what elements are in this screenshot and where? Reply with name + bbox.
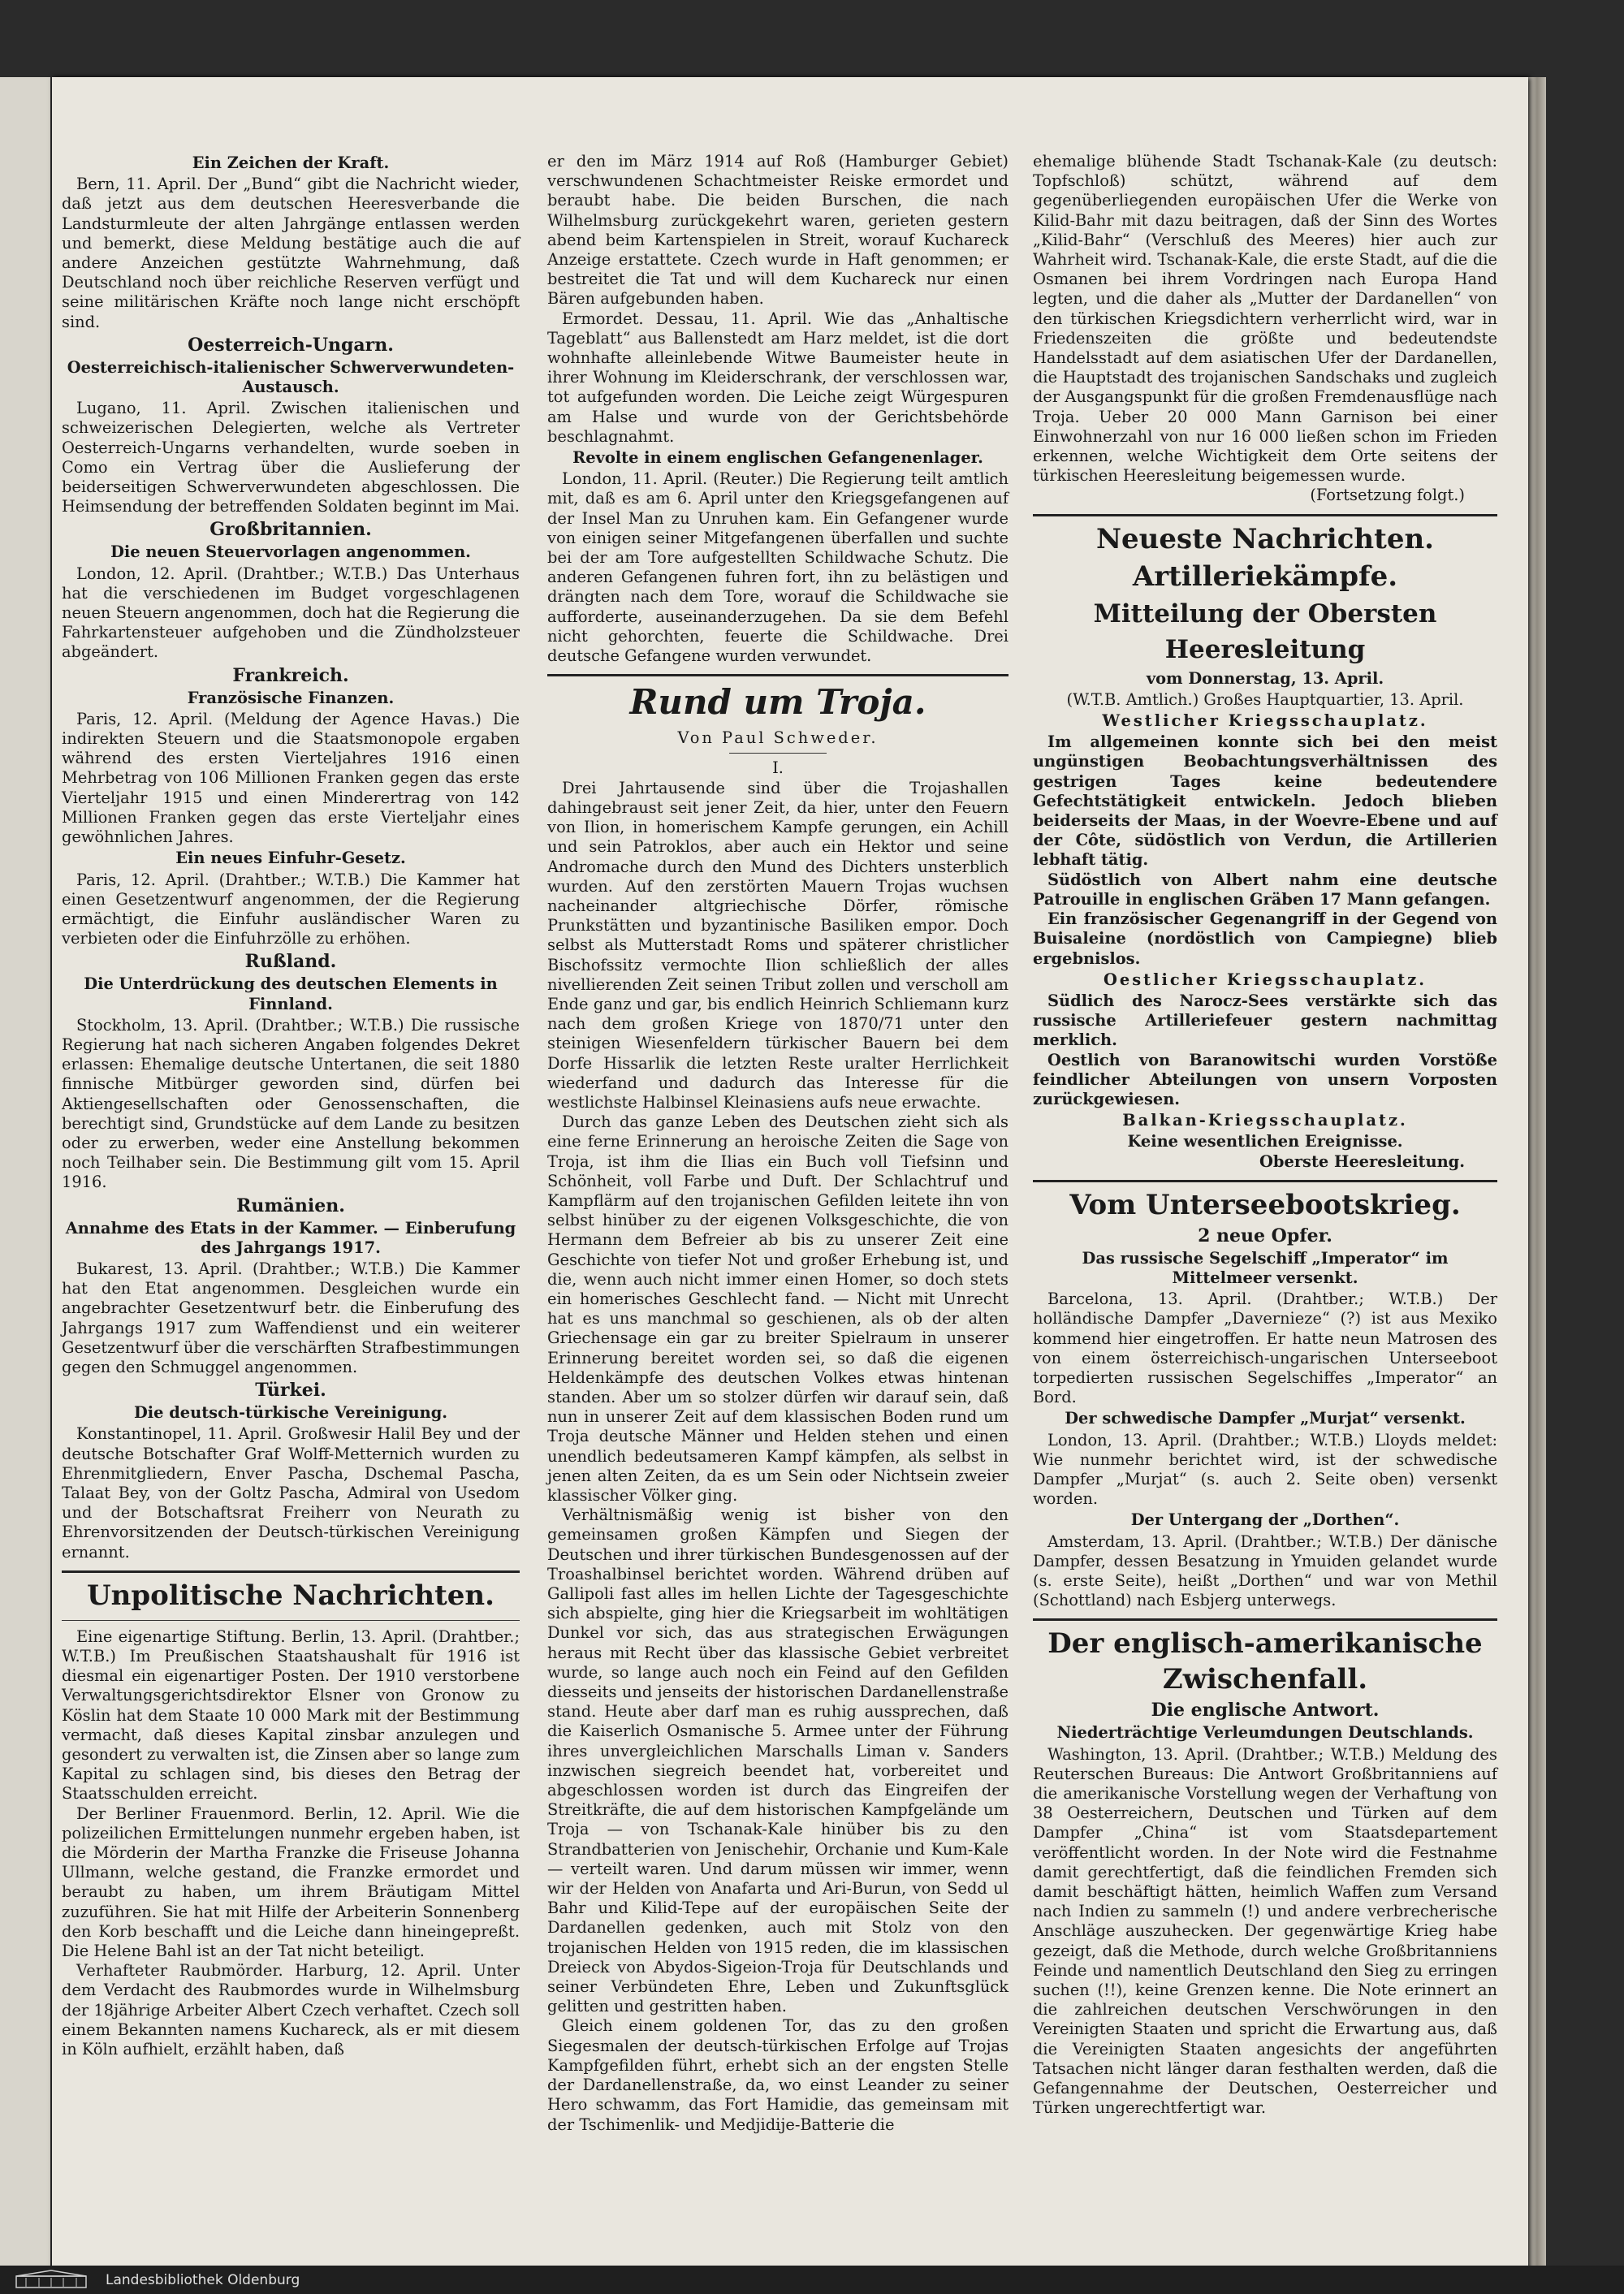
section-tuerkei: Türkei.	[255, 1380, 326, 1402]
column-3	[1033, 152, 1497, 2118]
report-balkan: Keine wesentlichen Ereignisse.	[1127, 1132, 1403, 1151]
divider	[1033, 1618, 1497, 1621]
feuilleton-paragraph-2: Durch das ganze Leben des Deutschen zieht sich als eine ferne Erinnerung an heroische Zeiten die Sage von Troja, ist ihm die Ilias ein Buch voll Tiefsinn und Schönheit, voll Farbe und Duft. Der Schlachtruf und Kampflärm auf den trojanischen Gefilden leitete ihn von selbst hinüber zu der eigenen Volksgeschichte, die von Hermann dem Befreier ab bis zu unserer Zeit eine Geschichte von tiefer Not und großer Erhebung ist, und die, wenn auch nicht immer einen Homer, so doch stets ein homerisches Geschlecht fand. — Nicht mit Unrecht hat es uns manchmal so geschienen, als ob der alten Griechensage ein gar zu breiter Spielraum in unserer Erinnerung bereitet worden sei, so daß die eigenen Heldenkämpfe des deutschen Volkes etwas hintenan standen. Aber um so stolzer dürfen wir darauf sein, daß nun in unserer Zeit auf dem klassischen Boden rund um Troja deutsche Männer und Helden stehen und einen unendlich bedeutsameren Kampf kämpfen, als selbst in jenen alten Zeiten, da es um Sein oder Nichtsein zweier klassischer Völker ging.	[547, 1112, 1009, 1505]
article-continuation: er den im März 1914 auf Roß (Hamburger Gebiet) verschwundenen Schachtmeister Reiske ermordet und beraubt habe. Die beiden Burschen, die nach Wilhelmsburg zurückgekehrt waren, gerieten gestern abend beim Kartenspielen in Streit, worauf Kuchareck Anzeige erstattete. Czech wurde in Haft genommen; er bestreitet die Tat und will dem Kuchareck nur einen Bären aufgebunden haben.	[547, 152, 1009, 309]
chapter-number: I.	[772, 758, 784, 778]
headline-einfuhr: Ein neues Einfuhr-Gesetz.	[175, 849, 406, 868]
headline-ost: Oestlicher Kriegsschauplatz.	[1104, 970, 1427, 989]
feuilleton-paragraph-1: Drei Jahrtausende sind über die Trojashallen dahingebraust seit jener Zeit, da hier, unter den Feuern von Ilion, in homerischem Kampfe gerungen, ein Achill und sein Patroklos, aber auch ein Hektor und seine Andromache durch den Mund des Dichters unsterblich wurden. Auf den zerstörten Mauern Trojas wuchsen nacheinander altgriechische Dörfer, römische Prunkstätten und byzantinische Basiliken empor. Doch selbst als Mutterstadt Roms und späterer christlicher Bischofssitz vermochte Ilion schließlich der alles nivellierenden Zeit seinen Tribut zollen und verscholl am Ende ganz und gar, bis endlich Heinrich Schliemann kurz nach dem großen Kriege von 1870/71 unter den steinigen Wiesenfeldern türkischer Bauern bei dem Dorfe Hissarlik die letzten Reste uralter Herrlichkeit wiederfand und dadurch das Interesse für die westlichste Halbinsel Kleinasiens aufs neue erwachte.	[547, 778, 1009, 1112]
report-west-1: Im allgemeinen konnte sich bei den meist ungünstigen Beobachtungsverhältnissen des gestrigen Tages keine bedeutendere Gefechtstätigkeit entwickeln. Jedoch blieben beiderseits der Maas, in der Woevre-Ebene und auf der Côte, südöstlich von Verdun, die Artillerien lebhaft tätig.	[1033, 732, 1497, 870]
divider	[62, 1620, 520, 1621]
divider	[729, 753, 827, 754]
article-amsterdam: Amsterdam, 13. April. (Drahtber.; W.T.B.) Der dänische Dampfer, dessen Besatzung in Ymuiden gelandet wurde (s. erste Seite), heißt „Dorthen“ und war von Methil (Schottland) nach Esbjerg unterwegs.	[1033, 1531, 1497, 1610]
section-oesterreich: Oesterreich-Ungarn.	[188, 334, 394, 356]
feuilleton-paragraph-4: Gleich einem goldenen Tor, das zu den großen Siegesmalen der deutsch-türkischen Erfolge auf Trojas Kampfgefilden führt, erhebt sich an der engsten Stelle der Dardanellenstraße, da, wo einst Leander zu seiner Hero schwamm, das Fort Hamidie, das gemeinsam mit der Tschimenlik- und Medjidije-Batterie die	[547, 2016, 1009, 2134]
article-konstantinopel: Konstantinopel, 11. April. Großwesir Halil Bey und der deutsche Botschafter Graf Wolff-Metternich wurden zu Ehrenmitgliedern, Enver Pascha, Dschemal Pascha, Talaat Bey, von der Goltz Pascha, Admiral von Usedom und der Botschaftsrat Freiherr von Neurath zu Ehrenvorsitzenden der Deutsch-türkischen Vereinigung ernannt.	[62, 1424, 520, 1562]
report-hq: (W.T.B. Amtlich.) Großes Hauptquartier, 13. April.	[1066, 689, 1464, 709]
headline-west: Westlicher Kriegsschauplatz.	[1102, 711, 1428, 731]
headline-artillerie: Artilleriekämpfe.	[1132, 559, 1398, 593]
article-frauenmord: Der Berliner Frauenmord. Berlin, 12. April. Wie die polizeilichen Ermittelungen nunmehr ergeben haben, ist die Mörderin der Martha Franzke die Friseuse Johanna Ullmann, welche gestand, die Franzke ermordet und beraubt zu haben, um ihrem Bräutigam Mittel zuzuführen. Sie hat mit Hilfe der Arbeiterin Sonnenberg den Korb beschafft und die Leiche dann hineingepreßt. Die Helene Bahl ist an der Tat nicht beteiligt.	[62, 1804, 520, 1961]
article-london: London, 12. April. (Drahtber.; W.T.B.) Das Unterhaus hat die verschiedenen im Budget vorgeschlagenen neuen Steuern angenommen, doch hat die Regierung die Fahrkartensteuer aufgehoben und die Zündholzsteuer abgeändert.	[62, 564, 520, 662]
previous-page-edge	[0, 77, 50, 2278]
article-washington: Washington, 13. April. (Drahtber.; W.T.B.) Meldung des Reuterschen Bureaus: Die Antwort Großbritanniens auf die amerikanische Vorstellung wegen der Verhaftung von 38 Oesterreichern, Deutschen und Türken auf dem Dampfer „China“ ist vom Staatsdepartement veröffentlicht worden. In der Note wird die Festnahme damit gerechtfertigt, daß die feindlichen Fremden sich damit beschäftigt hätten, heimlich Waffen zum Versand nach Indien zu sammeln (!) und andere verbrecherische Anschläge auszuhecken. Der gegenwärtige Krieg habe gezeigt, daß die Methode, durch welche Großbritanniens Feinde und namentlich Deutschland den Sieg zu erringen suchen (!!), keine Grenzen kenne. Die Note erinnert an die zahlreichen deutschen Verschwörungen in den Vereinigten Staaten und spricht die Erwartung aus, daß die Vereinigten Staaten angesichts der angeführten Tatsachen nicht länger daran festhalten werden, daß die Gefangennahme der Deutschen, Oesterreicher und Türken ungerechtfertigt war.	[1033, 1744, 1497, 2118]
feuilleton-title: Rund um Troja.	[629, 682, 926, 723]
report-date: vom Donnerstag, 13. April.	[1146, 668, 1384, 688]
report-ost-1: Südlich des Narocz-Sees verstärkte sich das russische Artilleriefeuer gestern nachmittag merklich.	[1033, 991, 1497, 1050]
section-frankreich: Frankreich.	[232, 664, 349, 686]
column-1	[62, 152, 520, 2059]
headline-murjat: Der schwedische Dampfer „Murjat“ versenkt.	[1065, 1409, 1466, 1428]
headline-zwischenfall: Der englisch-amerikanische Zwischenfall.	[1047, 1627, 1483, 1696]
column-2	[547, 152, 1009, 2135]
article-bern: Bern, 11. April. Der „Bund“ gibt die Nachricht wieder, daß jetzt aus dem deutschen Heeresverbande die Landsturmleute der alten Jahrgänge entlassen werden und bemerkt, diese Meldung bestätige auch die auf andere Anzeichen gestützte Wahrnehmung, daß Deutschland noch über reichliche Reserven verfügt und seine militärischen Kräfte noch lange nicht erschöpft sind.	[62, 175, 520, 331]
report-west-2: Südöstlich von Albert nahm eine deutsche Patrouille in englischen Gräben 17 Mann gefangen.	[1033, 870, 1497, 909]
section-unpolitische: Unpolitische Nachrichten.	[87, 1579, 495, 1612]
newspaper-page	[52, 77, 1528, 2282]
headline-finanzen: Französische Finanzen.	[187, 688, 395, 707]
library-logo-icon	[15, 2270, 96, 2291]
report-ost-2: Oestlich von Baranowitschi wurden Vorstöße feindlicher Abteilungen von unsern Vorposten zurückgewiesen.	[1033, 1050, 1497, 1108]
article-raubmoerder: Verhafteter Raubmörder. Harburg, 12. April. Unter dem Verdacht des Raubmordes wurde in Wilhelmsburg der 18jährige Arbeiter Albert Czech verhaftet. Czech soll einem Bekannten namens Kuchareck, als er mit diesem in Köln aufhielt, erzählt haben, daß	[62, 1961, 520, 2059]
divider	[547, 674, 1009, 676]
article-paris-1: Paris, 12. April. (Meldung der Agence Havas.) Die indirekten Steuern und die Staatsmonopole ergaben während des ersten Vierteljahres 1916 einen Mehrbetrag von 106 Millionen Franken gegen das erste Vierteljahr 1915 und einen Minderertrag von 142 Millionen Franken gegen das erste Vierteljahr eines gewöhnlichen Jahres.	[62, 709, 520, 847]
article-bukarest: Bukarest, 13. April. (Drahtber.; W.T.B.) Die Kammer hat den Etat angenommen. Desgleichen wurde ein angebrachter Gesetzentwurf betr. die Einberufung des Jahrgangs 1917 zum Waffendienst und ein weiterer Gesetzentwurf über die verschärften Strafbestimmungen gegen den Schmuggel angenommen.	[62, 1259, 520, 1376]
headline-vereinigung: Die deutsch-türkische Vereinigung.	[133, 1403, 448, 1423]
article-ermordet: Ermordet. Dessau, 11. April. Wie das „Anhaltische Tageblatt“ aus Ballenstedt am Harz meldet, ist die dort wohnhafte alleinlebende Witwe Baumeister heute in ihrer Wohnung im Kleiderschrank, der verschlossen war, tot aufgefunden worden. Die Leiche zeigt Würgespuren am Halse und wurde von der Gerichtsbehörde beschlagnahmt.	[547, 309, 1009, 446]
headline-steuer: Die neuen Steuervorlagen angenommen.	[110, 542, 471, 562]
article-stiftung: Eine eigenartige Stiftung. Berlin, 13. April. (Drahtber.; W.T.B.) Im Preußischen Staatshaushalt für 1916 ist diesmal ein eigenartiger Posten. Der 1910 verstorbene Verwaltungsgerichtsdirektor Elsner von Gronow zu Köslin hat dem Staate 10 000 Mark mit der Bestimmung vermacht, daß dieses Kapital zinsbar anzulegen und gesondert zu verwalten ist, die Zinsen aber so lange zum Kapital zu schlagen sind, bis dieses den Betrag der Staatsschulden erreicht.	[62, 1627, 520, 1804]
divider	[1033, 1180, 1497, 1182]
headline-mitteilung: Mitteilung der Obersten Heeresleitung	[1093, 598, 1437, 664]
headline-etat: Annahme des Etats in der Kammer. — Einberufung des Jahrgangs 1917.	[65, 1218, 516, 1257]
article-london-lloyds: London, 13. April. (Drahtber.; W.T.B.) Lloyds meldet: Wie nunmehr berichtet wird, ist der schwedische Dampfer „Murjat“ (s. auch 2. Seite oben) versenkt worden.	[1033, 1430, 1497, 1509]
headline-ubootkrieg: Vom Unterseebootskrieg.	[1069, 1188, 1461, 1221]
report-signature: Oberste Heeresleitung.	[1259, 1151, 1465, 1171]
byline: Von Paul Schweder.	[677, 728, 879, 748]
article-stockholm: Stockholm, 13. April. (Drahtber.; W.T.B.) Die russische Regierung hat nach sicheren Angaben folgendes Dekret erlassen: Ehemalige deutsche Untertanen, die seit 1880 finnische Mitbürger geworden sind, dürfen bei Aktiengesellschaften oder Genossenschaften, die berechtigt sind, Grundstücke auf dem Lande zu besitzen oder zu erwerben, weder eine Anstellung bekommen noch Teilhaber sein. Die Bestimmung gilt vom 15. April 1916.	[62, 1015, 520, 1192]
headline-revolte: Revolte in einem englischen Gefangenenlager.	[572, 448, 983, 468]
article-revolte: London, 11. April. (Reuter.) Die Regierung teilt amtlich mit, daß es am 6. April unter den Kriegsgefangenen auf der Insel Man zu Unruhen kam. Ein Gefangener wurde von einigen seiner Mitgefangenen überfallen und suchte bei der am Tore aufgestellten Schildwache Schutz. Die anderen Gefangenen fuhren fort, ihn zu belästigen und drängten nach dem Tore, worauf die Schildwache sie aufforderte, auseinanderzugehen. Da sie dem Befehl nicht gehorchten, feuerte die Schildwache. Drei deutsche Gefangene wurden verwundet.	[547, 469, 1009, 666]
article-lugano: Lugano, 11. April. Zwischen italienischen und schweizerischen Delegierten, welche als Vertreter Oesterreich-Ungarns verhandelten, wurde soeben in Como ein Vertrag über die Auslieferung der beiderseitigen Schwerverwundeten abgeschlossen. Die Heimsendung der betreffenden Soldaten beginnt im Mai.	[62, 399, 520, 516]
headline-opfer: 2 neue Opfer.	[1198, 1225, 1332, 1246]
report-west-3: Ein französischer Gegenangriff in der Gegend von Buisaleine (nordöstlich von Campiegne) blieb ergebnislos.	[1033, 909, 1497, 968]
headline-dorthen: Der Untergang der „Dorthen“.	[1130, 1510, 1400, 1530]
article-barcelona: Barcelona, 13. April. (Drahtber.; W.T.B.) Der holländische Dampfer „Davernieze“ (?) ist aus Mexiko kommend hier eingetroffen. Er hatte neun Matrosen des von einem österreichisch-ungarischen Unterseeboot torpedierten russischen Segelschiffes „Imperator“ an Bord.	[1033, 1290, 1497, 1407]
headline-verleumdungen: Niederträchtige Verleumdungen Deutschlands.	[1056, 1723, 1474, 1743]
headline-austausch: Oesterreichisch-italienischer Schwerverwundeten-Austausch.	[67, 357, 515, 397]
divider	[62, 1570, 520, 1573]
section-grossbritannien: Großbritannien.	[209, 519, 372, 541]
section-russland: Rußland.	[244, 951, 337, 973]
feuilleton-paragraph-3: Verhältnismäßig wenig ist bisher von den gemeinsamen großen Kämpfen und Siegen der Deutschen und ihrer türkischen Bundesgenossen auf der Troashalbinsel berichtet worden. Während drüben auf Gallipoli fast alles im hellen Lichte der Tagesgeschichte sich abspielte, ging hier die Kriegsarbeit im wohltätigen Dunkel vor sich, das aus strategischen Erwägungen heraus mit Recht über das klassische Gebiet verbreitet wurde, so lange auch noch ein Feind auf den Gefilden diesseits und jenseits der historischen Dardanellenstraße stand. Heute aber darf man es ruhig aussprechen, daß die Kaiserlich Osmanische 5. Armee unter der Führung ihres unvergleichlichen Marschalls Liman v. Sanders inzwischen siegreich beendet hat, vorbereitet und abgeschlossen worden ist durch das Eingreifen der Streitkräfte, die auf dem historischen Kampfgelände um Troja — von Tschanak-Kale hinüber bis zu den Strandbatterien von Jenischehir, Orchanie und Kum-Kale — verteilt waren. Und darum müssen wir immer, wenn wir der Helden von Anafarta und Ari-Burun, von Sedd ul Bahr und Kilid-Tepe auf der europäischen Seite der Dardanellen gedenken, auch mit Stolz von den trojanischen Helden von 1915 reden, die im klassischen Dreieck von Abydos-Sigeion-Troja für Deutschlands und seiner Verbündeten Ehre, Leben und Zukunftsglück gelitten und gestritten haben.	[547, 1506, 1009, 2016]
headline-kraft: Ein Zeichen der Kraft.	[192, 153, 390, 172]
page-edge	[1528, 77, 1546, 2282]
divider	[1033, 514, 1497, 516]
headline-antwort: Die englische Antwort.	[1151, 1700, 1380, 1722]
headline-imperator: Das russische Segelschiff „Imperator“ im Mittelmeer versenkt.	[1082, 1248, 1449, 1287]
section-rumaenien: Rumänien.	[236, 1195, 345, 1216]
feuilleton-continuation: ehemalige blühende Stadt Tschanak-Kale (zu deutsch: Topfschloß) schützt, während auf dem gegenüberliegenden europäischen Ufer die Werke von Kilid-Bahr mit dazu beitragen, daß der Sinn des Wortes „Kilid-Bahr“ (Verschluß des Meeres) hier auch zur Wahrheit wird. Tschanak-Kale, die erste Stadt, auf die die Osmanen bei ihrem Vordringen nach Europa Hand legten, und die daher als „Mutter der Dardanellen“ von den türkischen Kriegsdichtern verherrlicht wird, war in Friedenszeiten die größte und bedeutendste Handelsstadt auf dem asiatischen Ufer der Dardanellen, die Hauptstadt des trojanischen Sandschaks und zugleich der Ausgangspunkt für die großen Fremdenausflüge nach Troja. Ueber 20 000 Mann Garnison bei einer Einwohnerzahl von nur 16 000 ließen schon im Frieden erkennen, welche Wichtigkeit dem Orte seitens der türkischen Heeresleitung beigemessen wurde.	[1033, 152, 1497, 486]
to-be-continued: (Fortsetzung folgt.)	[1310, 486, 1465, 505]
headline-finnland: Die Unterdrückung des deutschen Elements in Finnland.	[84, 974, 498, 1013]
section-neueste: Neueste Nachrichten.	[1095, 522, 1435, 555]
library-name: Landesbibliothek Oldenburg	[106, 2272, 300, 2288]
article-paris-2: Paris, 12. April. (Drahtber.; W.T.B.) Die Kammer hat einen Gesetzentwurf angenommen, der die Regierung ermächtigt, die Einfuhr ausländischer Waren zu verbieten oder die Einfuhrzölle zu erhöhen.	[62, 870, 520, 948]
headline-balkan: Balkan-Kriegsschauplatz.	[1122, 1111, 1408, 1130]
